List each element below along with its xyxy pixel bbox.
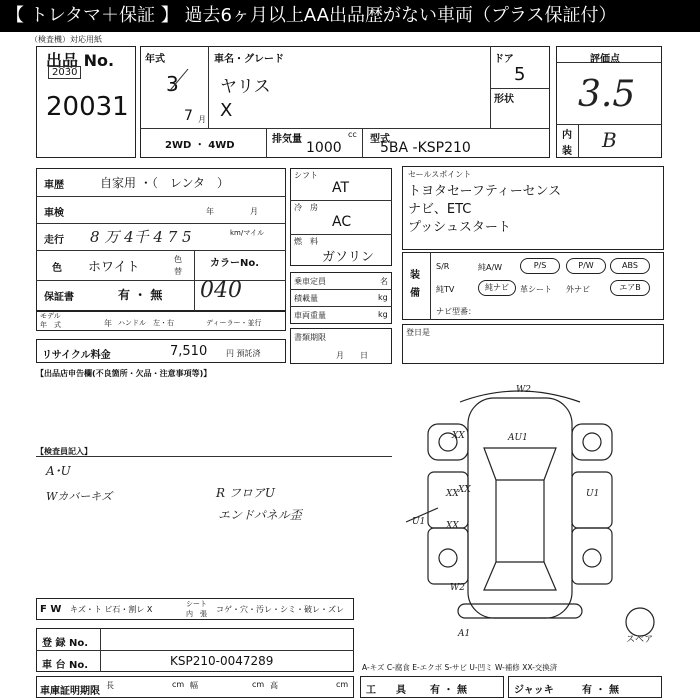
fw-label: F W [40, 604, 62, 615]
damage-mark: XX [446, 521, 459, 531]
model-label: 型式 [370, 134, 390, 145]
doc-unit: 月 日 [336, 351, 368, 360]
car-rear-window [484, 562, 556, 590]
chassis-number: KSP210-0047289 [170, 654, 274, 668]
inspector-line-1: A･U [46, 464, 71, 478]
header-banner: 【 トレタマ＋保証 】 過去6ヶ月以上AA出品歴がない車両（プラス保証付） [0, 0, 700, 32]
history-label: 車歴 [44, 180, 64, 191]
weight-unit: kg [378, 310, 388, 319]
model-year-unit: 年 [104, 319, 112, 328]
interior-score: B [602, 128, 617, 152]
recycle-unit: 円 預託済 [226, 349, 261, 358]
car-diagram [398, 372, 688, 644]
interior-label-2: 装 [562, 146, 572, 157]
month: 7 [184, 108, 193, 124]
mileage: 8 万 4千 4 7 5 [90, 228, 192, 246]
equip-item: 純TV [436, 285, 455, 294]
model-year-label-1: モデル [40, 312, 61, 320]
equip-label-1: 装 [410, 270, 420, 281]
fw-text-1: キズ・ト ビ石・割レ X [70, 605, 153, 614]
shift: AT [332, 180, 350, 196]
left-rear-door [428, 528, 468, 584]
lot-number: 20031 [46, 92, 129, 122]
displacement: 1000 [306, 140, 342, 156]
history: 自家用 ・（ レンタ ） [100, 176, 230, 190]
color-no-label: カラーNo. [210, 258, 260, 269]
jack-value: 有 ・ 無 [582, 685, 619, 696]
equip-item: P/W [566, 258, 606, 274]
lot-small-no: 2030 [48, 66, 81, 79]
damage-legend: A-キズ C-腐食 E-エクボ S-サビ U-凹ミ W-補修 XX-交換済 [362, 663, 558, 672]
load-unit: kg [378, 293, 388, 302]
cert-length: 長 [106, 681, 114, 690]
right-rear-door [572, 528, 612, 584]
cert-cm-2: cm [252, 680, 265, 689]
warranty: 有 ・ 無 [118, 288, 163, 302]
notes-label: 【出品店申告欄(不良箇所・欠品・注意事項等)】 [36, 369, 212, 378]
inspection-month-unit: 月 [250, 207, 258, 216]
damage-mark: XX [452, 431, 465, 441]
front-right-fender [572, 424, 612, 460]
repaint-1: 色 [174, 255, 182, 264]
km-unit: km/マイル [230, 229, 265, 237]
damage-mark: A1 [458, 629, 471, 639]
spare-label: スペア [626, 635, 654, 644]
front-left-fender [428, 424, 468, 460]
color-no: 040 [200, 278, 242, 303]
inspector-line-4: エンドパネル歪 [218, 508, 302, 522]
shape-label: 形状 [494, 94, 514, 105]
date-box [402, 324, 664, 364]
equip-item: エアB [610, 280, 650, 296]
right-front-door [572, 472, 612, 528]
door-label: ドア [494, 54, 514, 65]
doors: 5 [514, 64, 526, 85]
cc-unit: cc [348, 130, 357, 139]
inspection-label: 車検 [44, 208, 64, 219]
car-body-outline [468, 398, 572, 618]
cert-width: 幅 [190, 681, 198, 690]
equip-item: S/R [436, 262, 450, 271]
equip-item: 純ナビ [478, 280, 516, 296]
equip-item: 純A/W [478, 263, 503, 272]
equip-item: 外ナビ [566, 285, 590, 294]
damage-mark: U1 [586, 489, 600, 499]
tool-label: 工 具 [366, 685, 406, 696]
recycle-amount: 7,510 [170, 344, 208, 359]
inspector-line-2: Wカバーキズ [46, 490, 113, 503]
sales-line-2: ナビ、ETC [408, 202, 472, 217]
equip-item: P/S [520, 258, 560, 274]
color: ホワイト [88, 260, 140, 275]
fw-seat-1: シート [186, 600, 207, 608]
cert-cm-3: cm [336, 680, 349, 689]
dealer-label: ディーラー・並行 [206, 319, 262, 327]
fuel: ガソリン [322, 250, 375, 265]
recycle-label: リサイクル料金 [42, 350, 111, 361]
damage-mark: AU1 [508, 433, 528, 443]
load-label: 積載量 [294, 294, 318, 303]
ac-label: 冷 房 [294, 203, 318, 212]
spare-tire [626, 608, 654, 636]
grade: X [220, 100, 233, 121]
tool-value: 有 ・ 無 [430, 685, 467, 696]
car-windshield [484, 448, 556, 480]
inspection-year-unit: 年 [206, 207, 214, 216]
damage-mark: XX [458, 485, 471, 495]
model: 5BA -KSP210 [380, 140, 471, 156]
repaint-2: 替 [174, 267, 182, 276]
sales-label: セールスポイント [408, 170, 472, 179]
equip-label-2: 備 [410, 288, 420, 299]
cert-label: 車庫証明期限 [40, 686, 100, 697]
capacity-unit: 名 [380, 277, 388, 286]
doc-label: 書類期限 [294, 333, 326, 342]
reg-label: 登 録 No. [42, 638, 89, 649]
fuel-label: 燃 料 [294, 237, 318, 246]
handle-label: ハンドル 左・右 [118, 319, 174, 327]
name-label: 車名・グレード [214, 54, 284, 65]
damage-mark: U1 [412, 517, 426, 527]
disp-label: 排気量 [272, 134, 302, 145]
year-label: 年式 [145, 54, 165, 65]
sales-line-3: プッシュスタート [408, 220, 511, 235]
interior-label-1: 内 [562, 130, 572, 141]
navi-label: ナビ型番： [436, 307, 476, 316]
damage-mark: XX [446, 489, 459, 499]
jack-label: ジャッキ [514, 685, 554, 696]
inspector-line-3: R フロアU [216, 486, 275, 500]
equip-item: ABS [610, 258, 650, 274]
chassis-label: 車 台 No. [42, 660, 89, 671]
score-label: 評価点 [590, 54, 620, 65]
damage-mark: W2 [516, 385, 531, 395]
shift-label: シフト [294, 171, 318, 180]
mileage-label: 走行 [44, 235, 64, 246]
fw-seat-2: 内 張 [186, 610, 207, 618]
model-year-label-2: 年 式 [40, 321, 61, 329]
weight-label: 車両重量 [294, 311, 326, 320]
inspector-label: 【検査員記入】 [36, 447, 92, 456]
fw-text-2: コゲ・穴・汚レ・シミ・破レ・ズレ [216, 605, 344, 614]
sub-note: （検査機）対応用紙 [30, 35, 102, 44]
color-label: 色 [52, 263, 62, 274]
cert-cm-1: cm [172, 680, 185, 689]
sales-line-1: トヨタセーフティーセンス [408, 184, 562, 199]
month-unit: 月 [198, 115, 206, 124]
left-front-door [428, 472, 468, 528]
equip-item: 革シート [520, 285, 552, 294]
car-name: ヤリス [220, 77, 271, 97]
cert-height: 高 [270, 681, 278, 690]
capacity-label: 乗車定員 [294, 277, 326, 286]
ac: AC [332, 214, 352, 230]
year: 3 [166, 72, 179, 96]
damage-mark: W2 [450, 583, 465, 593]
lot-label: 出品 No. [46, 51, 115, 70]
drive: 2WD ・ 4WD [165, 140, 235, 151]
dates-label: 登日是 [406, 328, 430, 337]
warranty-label: 保証書 [44, 292, 74, 303]
score: 3.5 [578, 74, 636, 115]
